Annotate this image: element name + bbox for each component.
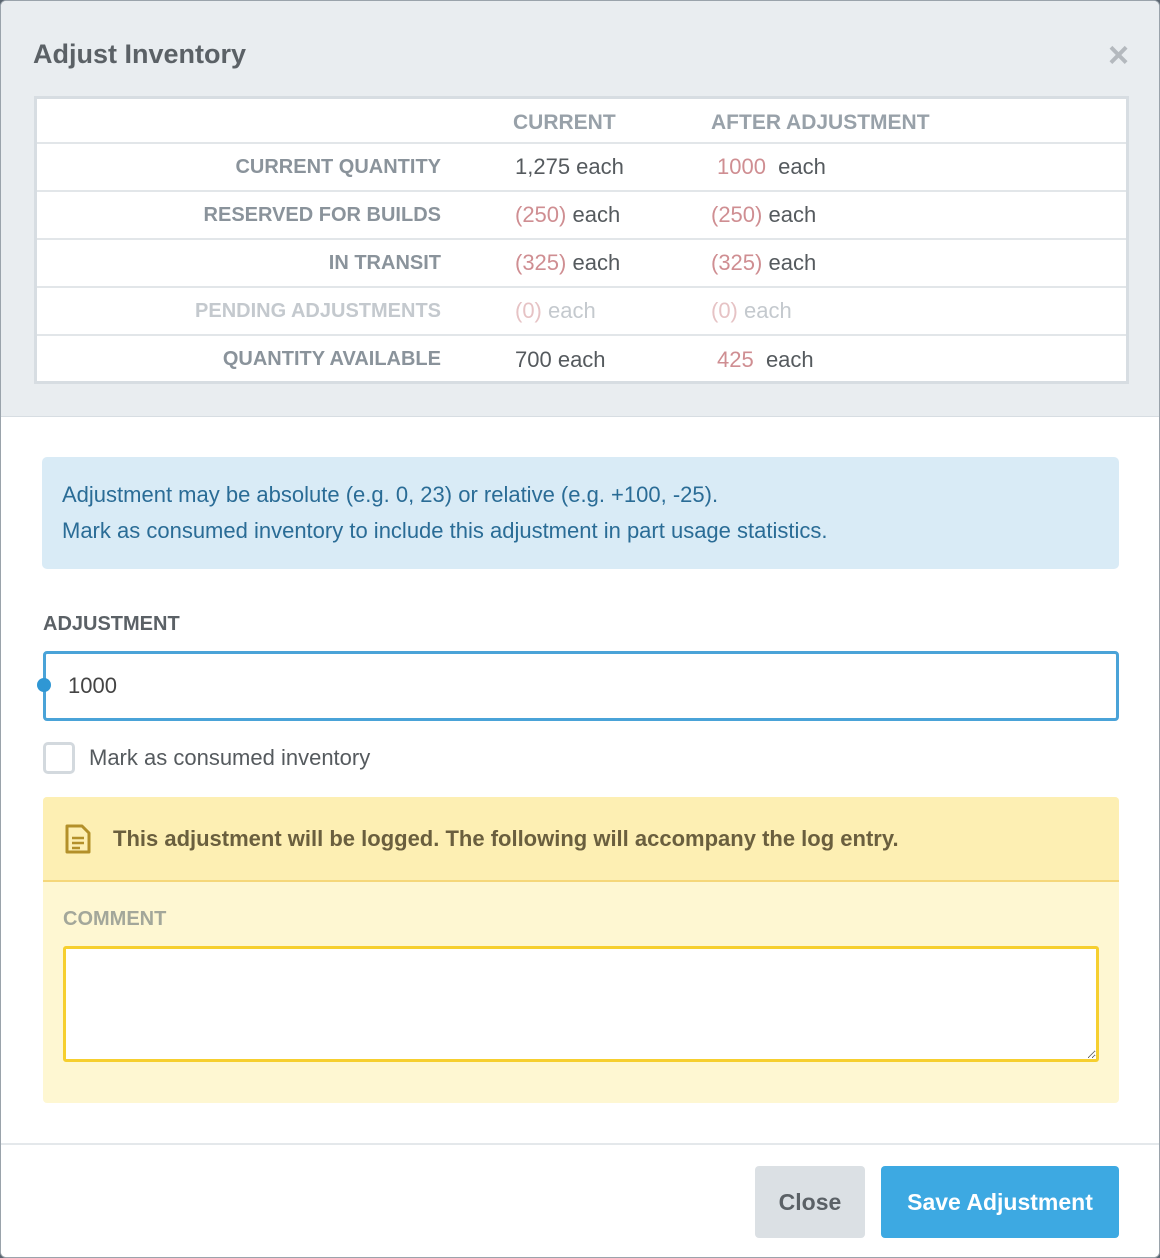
comment-label: COMMENT [63,908,167,930]
save-adjustment-button[interactable]: Save Adjustment [881,1166,1119,1238]
consumed-inventory-checkbox[interactable] [43,742,75,774]
document-icon [65,824,91,854]
close-icon[interactable]: × [1107,34,1129,75]
modal-footer [1,1143,1159,1258]
focus-indicator-dot [37,678,51,692]
current-value: (250) each [477,191,711,239]
modal-header [1,1,1159,417]
modal-body [1,418,1159,1143]
current-value: 1,275 each [477,143,711,191]
table-row [37,143,1126,191]
after-value: (0) each [711,287,1126,335]
after-value: (325) each [711,239,1126,287]
log-panel-header [43,797,1119,882]
info-alert [42,457,1119,569]
adjustment-label: ADJUSTMENT [43,613,180,635]
consumed-inventory-label[interactable]: Mark as consumed inventory [89,745,371,770]
row-label: PENDING ADJUSTMENTS [37,287,477,335]
current-value: (325) each [477,239,711,287]
log-entry-panel [43,797,1119,1103]
info-line: Mark as consumed inventory to include this adjustment in part usage statistics. [62,518,828,543]
row-label: CURRENT QUANTITY [37,143,477,191]
row-label: RESERVED FOR BUILDS [37,191,477,239]
modal-title: Adjust Inventory [33,39,247,69]
row-label: IN TRANSIT [37,239,477,287]
column-header-after: AFTER ADJUSTMENT [711,99,1126,143]
comment-textarea[interactable] [63,946,1099,1062]
table-row [37,335,1126,383]
close-button[interactable]: Close [755,1166,865,1238]
after-value: (250) each [711,191,1126,239]
consumed-inventory-row [43,742,370,774]
current-value: (0) each [477,287,711,335]
row-label: QUANTITY AVAILABLE [222,348,441,370]
after-value: 425 each [717,346,814,372]
table-row [37,287,1126,335]
info-line: Adjustment may be absolute (e.g. 0, 23) or relative (e.g. +100, -25). [62,482,719,507]
table-row [37,239,1126,287]
column-header-current: CURRENT [477,99,711,143]
after-value: 1000 each [711,143,1126,191]
inventory-summary-table [34,96,1129,384]
table-row [37,191,1126,239]
adjustment-input[interactable] [43,651,1119,721]
log-message: This adjustment will be logged. The following will accompany the log entry. [113,825,899,851]
current-value: 700 each [515,346,606,372]
